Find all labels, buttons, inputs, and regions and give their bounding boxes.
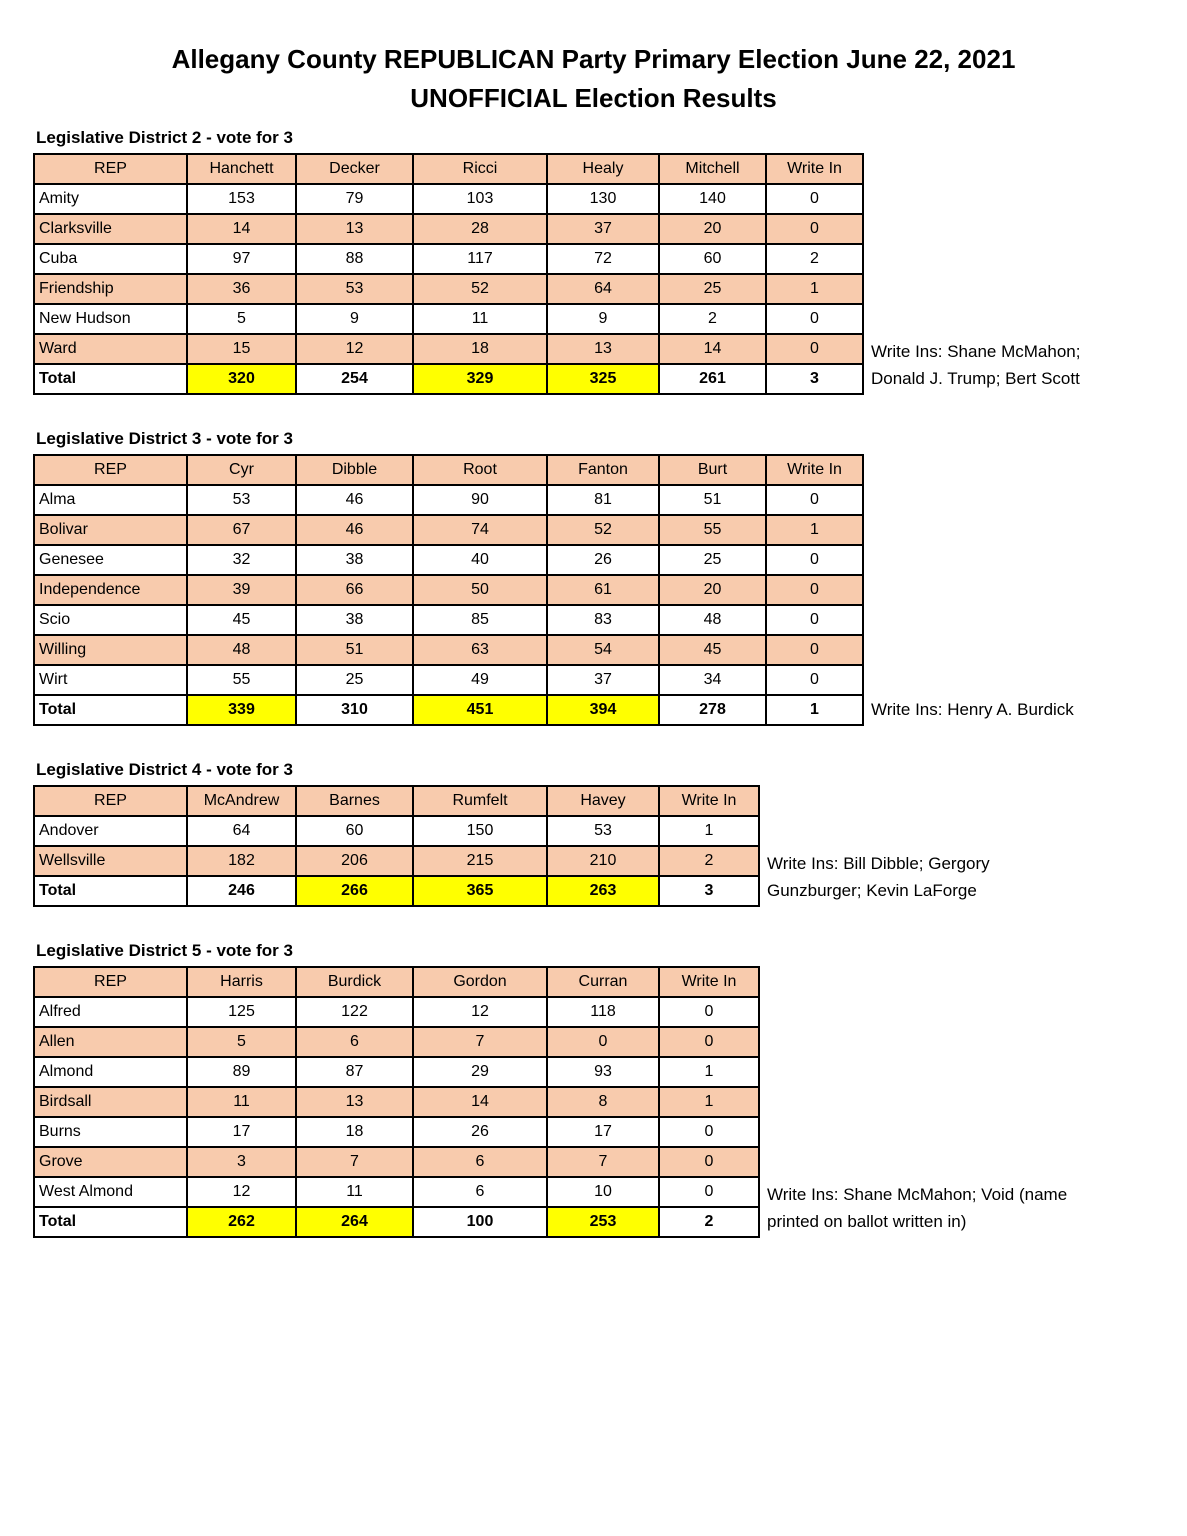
vote-count-cell: 206 [296,846,413,876]
vote-count-cell: 89 [187,1057,296,1087]
vote-count-cell: 9 [547,304,659,334]
write-ins-line: Gunzburger; Kevin LaForge [767,881,977,900]
vote-count-cell: 38 [296,545,413,575]
write-ins-note [767,850,990,907]
vote-count-cell: 1 [659,1057,759,1087]
total-count-cell: 3 [659,876,759,906]
vote-count-cell: 1 [659,1087,759,1117]
page-subtitle: UNOFFICIAL Election Results [410,83,777,113]
vote-count-cell: 0 [766,665,863,695]
vote-count-cell: 72 [547,244,659,274]
table-row [34,214,863,244]
town-label-cell: Burns [34,1117,187,1147]
section-title: Legislative District 5 - vote for 3 [36,941,293,960]
vote-count-cell: 18 [413,334,547,364]
vote-count-cell: 0 [766,485,863,515]
vote-count-cell: 48 [659,605,766,635]
vote-count-cell: 53 [296,274,413,304]
vote-count-cell: 215 [413,846,547,876]
vote-count-cell: 97 [187,244,296,274]
write-ins-line: Write Ins: Shane McMahon; [871,342,1081,361]
vote-count-cell: 61 [547,575,659,605]
total-count-cell-winner: 264 [296,1207,413,1237]
table-row [34,575,863,605]
vote-count-cell: 3 [187,1147,296,1177]
table-row [34,1147,759,1177]
total-count-cell: 100 [413,1207,547,1237]
vote-count-cell: 20 [659,575,766,605]
party-header-cell: REP [34,455,187,485]
vote-count-cell: 140 [659,184,766,214]
vote-count-cell: 54 [547,635,659,665]
total-count-cell-winner: 339 [187,695,296,725]
vote-count-cell: 32 [187,545,296,575]
town-label-cell: Amity [34,184,187,214]
vote-count-cell: 52 [547,515,659,545]
total-count-cell-winner: 266 [296,876,413,906]
write-ins-line: Write Ins: Shane McMahon; Void (name [767,1185,1068,1204]
vote-count-cell: 0 [659,1027,759,1057]
vote-count-cell: 25 [296,665,413,695]
vote-count-cell: 50 [413,575,547,605]
total-count-cell-winner: 365 [413,876,547,906]
town-label-cell: Almond [34,1057,187,1087]
vote-count-cell: 88 [296,244,413,274]
town-label-cell: Andover [34,816,187,846]
town-label-cell: Wirt [34,665,187,695]
vote-count-cell: 118 [547,997,659,1027]
vote-count-cell: 55 [187,665,296,695]
write-ins-line: printed on ballot written in) [767,1212,967,1231]
page-title: Allegany County REPUBLICAN Party Primary Election June 22, 2021 [171,44,1016,74]
vote-count-cell: 28 [413,214,547,244]
vote-count-cell: 0 [766,605,863,635]
vote-count-cell: 51 [296,635,413,665]
header-row [34,967,759,997]
total-count-cell-winner: 262 [187,1207,296,1237]
total-row [34,695,863,725]
vote-count-cell: 26 [547,545,659,575]
tables-root [0,128,1187,1238]
vote-count-cell: 18 [296,1117,413,1147]
results-table [33,153,864,395]
table-row [34,184,863,214]
vote-count-cell: 7 [413,1027,547,1057]
vote-count-cell: 14 [413,1087,547,1117]
town-label-cell: Allen [34,1027,187,1057]
candidate-header-cell: Decker [296,154,413,184]
table-row-wrap [33,966,1187,1238]
table-row [34,1027,759,1057]
vote-count-cell: 0 [659,1117,759,1147]
table-row-wrap [33,153,1187,395]
vote-count-cell: 26 [413,1117,547,1147]
vote-count-cell: 14 [187,214,296,244]
candidate-header-cell: Burt [659,455,766,485]
town-label-cell: Grove [34,1147,187,1177]
table-row [34,515,863,545]
vote-count-cell: 34 [659,665,766,695]
total-label-cell: Total [34,876,187,906]
table-row [34,545,863,575]
total-count-cell: 278 [659,695,766,725]
town-label-cell: Cuba [34,244,187,274]
vote-count-cell: 0 [659,1177,759,1207]
total-label-cell: Total [34,1207,187,1237]
vote-count-cell: 12 [413,997,547,1027]
section-title: Legislative District 4 - vote for 3 [36,760,293,779]
vote-count-cell: 37 [547,665,659,695]
section-title: Legislative District 2 - vote for 3 [36,128,293,147]
vote-count-cell: 130 [547,184,659,214]
vote-count-cell: 103 [413,184,547,214]
vote-count-cell: 55 [659,515,766,545]
table-row [34,485,863,515]
header-row [34,154,863,184]
vote-count-cell: 10 [547,1177,659,1207]
candidate-header-cell: Gordon [413,967,547,997]
table-row [34,1117,759,1147]
vote-count-cell: 93 [547,1057,659,1087]
vote-count-cell: 0 [766,184,863,214]
vote-count-cell: 83 [547,605,659,635]
town-label-cell: Clarksville [34,214,187,244]
table-row [34,244,863,274]
vote-count-cell: 37 [547,214,659,244]
write-ins-line: Write Ins: Bill Dibble; Gergory [767,854,990,873]
results-table [33,454,864,726]
candidate-header-cell: Dibble [296,455,413,485]
candidate-header-cell: Harris [187,967,296,997]
vote-count-cell: 0 [766,214,863,244]
candidate-header-cell: Hanchett [187,154,296,184]
candidate-header-cell: Havey [547,786,659,816]
candidate-header-cell: Write In [659,786,759,816]
table-row [34,304,863,334]
vote-count-cell: 0 [766,334,863,364]
vote-count-cell: 6 [413,1177,547,1207]
vote-count-cell: 11 [413,304,547,334]
vote-count-cell: 122 [296,997,413,1027]
table-row [34,1087,759,1117]
party-header-cell: REP [34,967,187,997]
candidate-header-cell: Barnes [296,786,413,816]
vote-count-cell: 46 [296,485,413,515]
vote-count-cell: 0 [766,635,863,665]
table-row [34,605,863,635]
town-label-cell: Birdsall [34,1087,187,1117]
total-row [34,876,759,906]
vote-count-cell: 48 [187,635,296,665]
vote-count-cell: 1 [766,515,863,545]
town-label-cell: Ward [34,334,187,364]
vote-count-cell: 52 [413,274,547,304]
vote-count-cell: 6 [413,1147,547,1177]
vote-count-cell: 0 [766,304,863,334]
vote-count-cell: 63 [413,635,547,665]
vote-count-cell: 7 [296,1147,413,1177]
total-count-cell-winner: 451 [413,695,547,725]
table-row [34,1057,759,1087]
vote-count-cell: 29 [413,1057,547,1087]
total-count-cell-winner: 263 [547,876,659,906]
district-section [33,429,1187,726]
table-row [34,635,863,665]
district-section [33,941,1187,1238]
vote-count-cell: 210 [547,846,659,876]
vote-count-cell: 5 [187,304,296,334]
vote-count-cell: 87 [296,1057,413,1087]
candidate-header-cell: Write In [766,154,863,184]
write-ins-note [767,1181,1067,1238]
party-header-cell: REP [34,154,187,184]
vote-count-cell: 45 [187,605,296,635]
vote-count-cell: 9 [296,304,413,334]
vote-count-cell: 49 [413,665,547,695]
vote-count-cell: 150 [413,816,547,846]
vote-count-cell: 2 [659,304,766,334]
table-row [34,997,759,1027]
table-row [34,665,863,695]
vote-count-cell: 12 [187,1177,296,1207]
district-section [33,128,1187,395]
candidate-header-cell: Ricci [413,154,547,184]
total-count-cell: 310 [296,695,413,725]
vote-count-cell: 11 [296,1177,413,1207]
vote-count-cell: 0 [766,575,863,605]
vote-count-cell: 81 [547,485,659,515]
table-row [34,846,759,876]
candidate-header-cell: Healy [547,154,659,184]
vote-count-cell: 125 [187,997,296,1027]
vote-count-cell: 15 [187,334,296,364]
vote-count-cell: 66 [296,575,413,605]
vote-count-cell: 40 [413,545,547,575]
town-label-cell: Willing [34,635,187,665]
vote-count-cell: 1 [766,274,863,304]
town-label-cell: New Hudson [34,304,187,334]
vote-count-cell: 7 [547,1147,659,1177]
total-count-cell-winner: 320 [187,364,296,394]
table-row [34,274,863,304]
candidate-header-cell: McAndrew [187,786,296,816]
total-count-cell-winner: 394 [547,695,659,725]
vote-count-cell: 20 [659,214,766,244]
total-count-cell: 261 [659,364,766,394]
vote-count-cell: 0 [766,545,863,575]
total-count-cell: 246 [187,876,296,906]
header-row [34,455,863,485]
candidate-header-cell: Cyr [187,455,296,485]
town-label-cell: Wellsville [34,846,187,876]
write-ins-note [871,338,1080,395]
results-table [33,785,760,907]
candidate-header-cell: Write In [766,455,863,485]
vote-count-cell: 14 [659,334,766,364]
vote-count-cell: 6 [296,1027,413,1057]
vote-count-cell: 64 [547,274,659,304]
candidate-header-cell: Write In [659,967,759,997]
vote-count-cell: 90 [413,485,547,515]
total-count-cell: 1 [766,695,863,725]
total-count-cell: 254 [296,364,413,394]
vote-count-cell: 64 [187,816,296,846]
party-header-cell: REP [34,786,187,816]
vote-count-cell: 25 [659,545,766,575]
vote-count-cell: 0 [659,1147,759,1177]
town-label-cell: Alfred [34,997,187,1027]
candidate-header-cell: Mitchell [659,154,766,184]
total-count-cell-winner: 253 [547,1207,659,1237]
vote-count-cell: 13 [547,334,659,364]
total-count-cell-winner: 325 [547,364,659,394]
candidate-header-cell: Rumfelt [413,786,547,816]
vote-count-cell: 60 [296,816,413,846]
write-ins-note [871,696,1074,726]
vote-count-cell: 182 [187,846,296,876]
vote-count-cell: 17 [547,1117,659,1147]
table-row [34,1177,759,1207]
vote-count-cell: 13 [296,1087,413,1117]
candidate-header-cell: Fanton [547,455,659,485]
total-label-cell: Total [34,695,187,725]
total-count-cell: 3 [766,364,863,394]
vote-count-cell: 12 [296,334,413,364]
town-label-cell: West Almond [34,1177,187,1207]
vote-count-cell: 153 [187,184,296,214]
vote-count-cell: 5 [187,1027,296,1057]
vote-count-cell: 0 [547,1027,659,1057]
write-ins-line: Donald J. Trump; Bert Scott [871,369,1080,388]
vote-count-cell: 13 [296,214,413,244]
vote-count-cell: 1 [659,816,759,846]
vote-count-cell: 39 [187,575,296,605]
vote-count-cell: 53 [547,816,659,846]
table-row-wrap [33,785,1187,907]
vote-count-cell: 17 [187,1117,296,1147]
town-label-cell: Genesee [34,545,187,575]
total-count-cell: 2 [659,1207,759,1237]
candidate-header-cell: Curran [547,967,659,997]
vote-count-cell: 53 [187,485,296,515]
header-row [34,786,759,816]
results-table [33,966,760,1238]
district-section [33,760,1187,907]
town-label-cell: Friendship [34,274,187,304]
total-row [34,1207,759,1237]
vote-count-cell: 25 [659,274,766,304]
vote-count-cell: 67 [187,515,296,545]
vote-count-cell: 36 [187,274,296,304]
vote-count-cell: 2 [766,244,863,274]
vote-count-cell: 79 [296,184,413,214]
section-title: Legislative District 3 - vote for 3 [36,429,293,448]
write-ins-line: Write Ins: Henry A. Burdick [871,700,1074,719]
vote-count-cell: 51 [659,485,766,515]
candidate-header-cell: Root [413,455,547,485]
vote-count-cell: 45 [659,635,766,665]
town-label-cell: Independence [34,575,187,605]
vote-count-cell: 38 [296,605,413,635]
vote-count-cell: 85 [413,605,547,635]
town-label-cell: Bolivar [34,515,187,545]
vote-count-cell: 2 [659,846,759,876]
vote-count-cell: 60 [659,244,766,274]
vote-count-cell: 8 [547,1087,659,1117]
table-row [34,334,863,364]
table-row [34,816,759,846]
vote-count-cell: 117 [413,244,547,274]
candidate-header-cell: Burdick [296,967,413,997]
town-label-cell: Scio [34,605,187,635]
total-label-cell: Total [34,364,187,394]
total-row [34,364,863,394]
vote-count-cell: 46 [296,515,413,545]
table-row-wrap [33,454,1187,726]
town-label-cell: Alma [34,485,187,515]
vote-count-cell: 74 [413,515,547,545]
total-count-cell-winner: 329 [413,364,547,394]
vote-count-cell: 0 [659,997,759,1027]
vote-count-cell: 11 [187,1087,296,1117]
